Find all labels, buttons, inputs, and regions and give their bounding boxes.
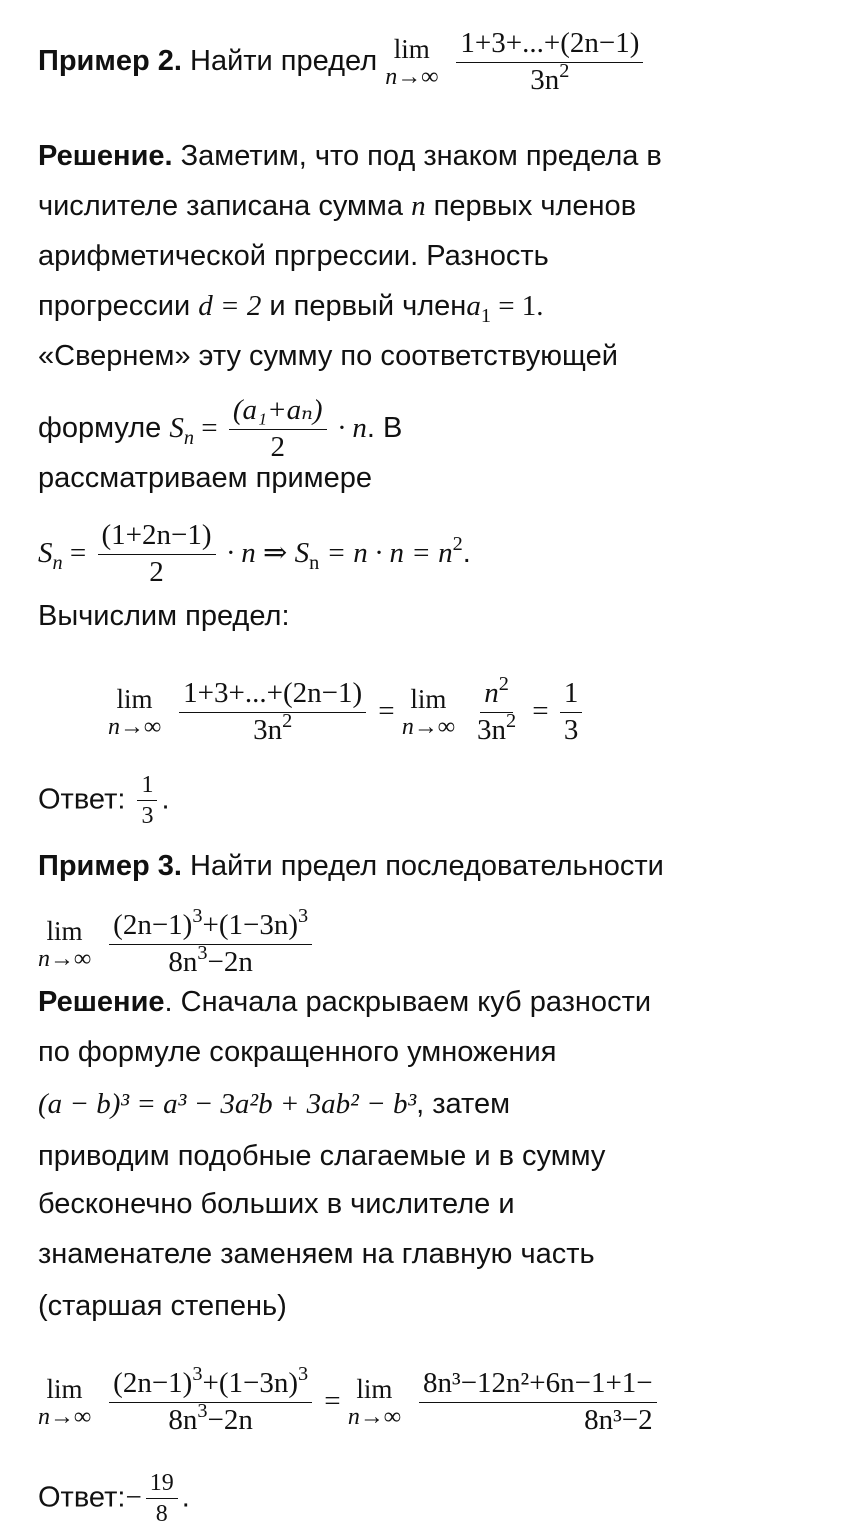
solution-2-line-5: «Свернем» эту сумму по соответствующей [38, 340, 618, 372]
solution-2-line-1: Решение. Заметим, что под знаком предела в [38, 140, 662, 172]
solution-3-line-6: знаменателе заменяем на главную часть [38, 1238, 595, 1270]
solution-2-formula: $S_n$ = $\frac{(1+2n-1)}{2}$ · n ⇒ $S_n = n \cdot n = n^2$. [38, 519, 471, 588]
solution-2-line-4: прогрессии d = 2 и первый членa$_1$ = 1. [38, 290, 544, 328]
example-3-heading: Пример 3. Найти предел последовательности [38, 850, 664, 882]
example-2-fraction: $\frac{1+3+...+(2n-1)}{3n^2}$ [456, 28, 643, 97]
answer-2: Ответ: $\frac{1}{3}$ . [38, 772, 170, 830]
solution-label: Решение. [38, 140, 173, 172]
solution-3-line-3: (a − b)³ = a³ − 3a²b + 3ab² − b³, затем [38, 1088, 511, 1120]
cube-formula: (a − b)³ = a³ − 3a²b + 3ab² − b³ [38, 1088, 417, 1120]
solution-2-line-7: рассматриваем примере [38, 462, 372, 494]
solution-3-label: Решение [38, 986, 165, 1018]
sum-formula-fraction: $\frac{\text{(a₁+aₙ)}}{2}$ [229, 395, 327, 464]
example-2-heading [38, 28, 647, 97]
solution-3-line-4: приводим подобные слагаемые и в сумму [38, 1140, 606, 1172]
example-3-label: Пример 3. [38, 850, 182, 882]
solution-2-line-6: формуле $S_n$ = $\frac{\text{(a₁+aₙ)}}{2}$ · n. В [38, 394, 403, 463]
example-2-text: Найти предел [181, 45, 386, 78]
solution-3-line-2: по формуле сокращенного умножения [38, 1036, 557, 1068]
solution-3-line-5: бесконечно больших в числителе и [38, 1188, 515, 1220]
solution-3-line-7: (старшая степень) [38, 1290, 287, 1322]
example-2-label: Пример 2. [38, 45, 182, 78]
solution-3-line-1: Решение. Сначала раскрываем куб разности [38, 986, 652, 1018]
limit-operator: lim n→∞ [385, 33, 439, 90]
compute-2-formula: lim n→∞ $\frac{1+3+...+(2n-1)}{3n^2}$ = lim n→∞ $\frac{n^2}{3n^2}$ = $\frac{1}{3}$ [108, 678, 586, 747]
compute-3-formula: lim n→∞ $\frac{(2n-1)^3+(1-3n)^3}{8n^3-2n}$ = lim n→∞ $\frac{\text{8n³−12n²+6n−1+1−}}{\text{8n³−2}}$ [38, 1368, 661, 1437]
example-3-formula: lim n→∞ $\frac{(2n-1)^3+(1-3n)^3}{8n^3-2n}$ [38, 910, 316, 979]
compute-2-label: Вычислим предел: [38, 600, 290, 632]
answer-3: Ответ:− $\frac{19}{8}$ . [38, 1470, 190, 1528]
solution-2-line-3: арифметической пргрессии. Разность [38, 240, 549, 272]
solution-2-line-2: числителе записана сумма n первых членов [38, 190, 637, 222]
